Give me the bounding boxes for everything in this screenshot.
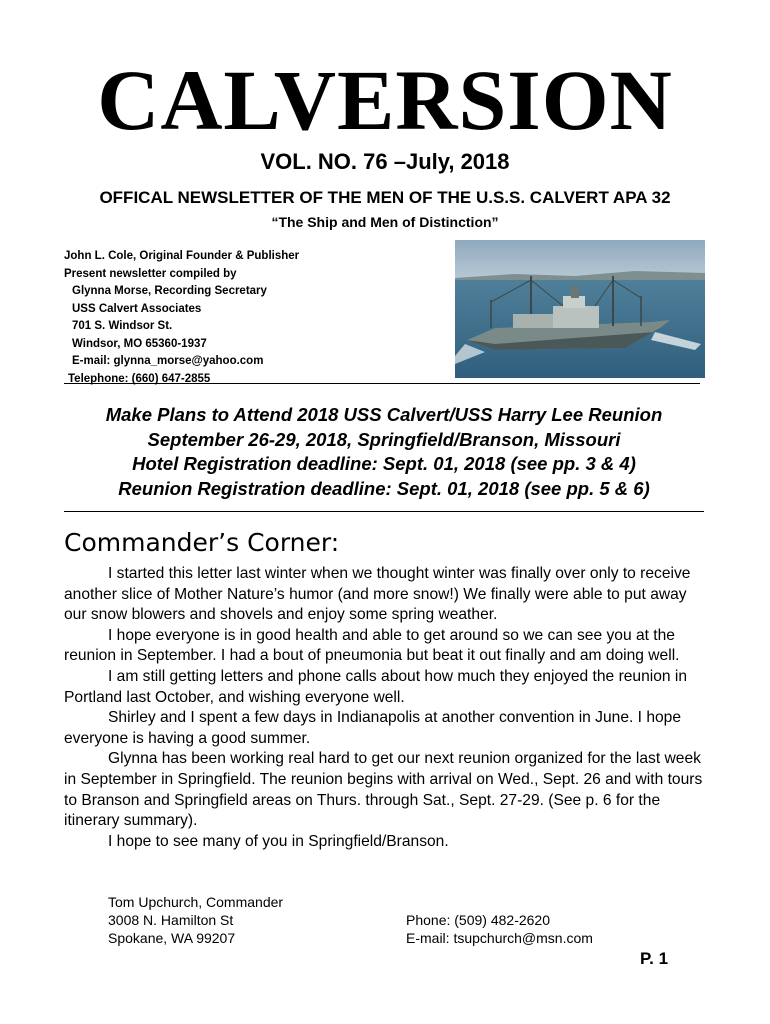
volume-heading: VOL. NO. 76 –July, 2018 [260,149,510,174]
letter-paragraph: Glynna has been working real hard to get our next reunion organized for the last week in September in Springfield. The reunion begins with arrival on Wed., Sept. 26 and with tours to Branson and Springfield areas on Thurs. through Sat., Sept. 27-29. (See p. 6 for the itinerary summary). [64,750,703,830]
reunion-line: Reunion Registration deadline: Sept. 01, 2018 (see pp. 5 & 6) [118,477,650,499]
letter-paragraph: I started this letter last winter when we thought winter was finally over only to receive another slice of Mother Nature’s humor (and more snow!) We finally were able to put away our snow blowers and shovels and enjoy some spring weather. [64,565,691,624]
publisher-block [64,248,299,388]
signature-name: Tom Upchurch, Commander [108,894,284,910]
signature-block [108,893,283,947]
contact-block [406,911,593,947]
reunion-line: September 26-29, 2018, Springfield/Branson, Missouri [147,428,621,450]
ship-illustration [455,240,705,378]
commander-letter [64,564,706,852]
reunion-line: Hotel Registration deadline: Sept. 01, 2018 (see pp. 3 & 4) [132,453,636,474]
reunion-line: Make Plans to Attend 2018 USS Calvert/USS Harry Lee Reunion [105,404,663,425]
contact-phone: Phone: (509) 482-2620 [406,912,550,928]
letter-paragraph: I hope everyone is in good health and able to get around so we can see you at the reunion in September. I had a bout of pneumonia but beat it out finally and am doing well. [64,626,680,665]
signature-address: 3008 N. Hamilton St [108,912,234,928]
publisher-line: Glynna Morse, Recording Secretary [72,285,267,297]
official-subtitle: OFFICAL NEWSLETTER OF THE MEN OF THE U.S.S. CALVERT APA 32 [99,188,671,207]
reunion-divider [64,511,704,512]
section-title: Commander’s Corner: [64,528,340,557]
tagline: “The Ship and Men of Distinction” [271,214,499,230]
publisher-telephone: Telephone: (660) 647-2855 [68,372,211,385]
newsletter-masthead: CALVERSION [97,52,673,148]
page-number: P. 1 [640,949,669,968]
ship-funnel [571,286,579,298]
letter-paragraph: Shirley and I spent a few days in Indianapolis at another convention in June. I hope everyone is having a good summer. [64,709,682,747]
publisher-email: E-mail: glynna_morse@yahoo.com [72,355,264,367]
contact-email: E-mail: tsupchurch@msn.com [406,930,593,946]
publisher-line: Present newsletter compiled by [64,267,237,280]
publisher-line: USS Calvert Associates [72,302,202,315]
reunion-announcement [64,403,704,501]
letter-paragraph: I hope to see many of you in Springfield/Branson. [108,832,449,850]
publisher-line: Windsor, MO 65360-1937 [72,337,207,350]
ship-photo [455,240,705,378]
publisher-line: John L. Cole, Original Founder & Publisher [64,250,300,262]
letter-paragraph: I am still getting letters and phone calls about how much they enjoyed the reunion in Portland last October, and wishing everyone well. [64,667,688,706]
publisher-line: 701 S. Windsor St. [72,320,173,332]
ship-superstructure [513,314,553,328]
signature-city: Spokane, WA 99207 [108,930,236,946]
header-divider [64,383,700,384]
